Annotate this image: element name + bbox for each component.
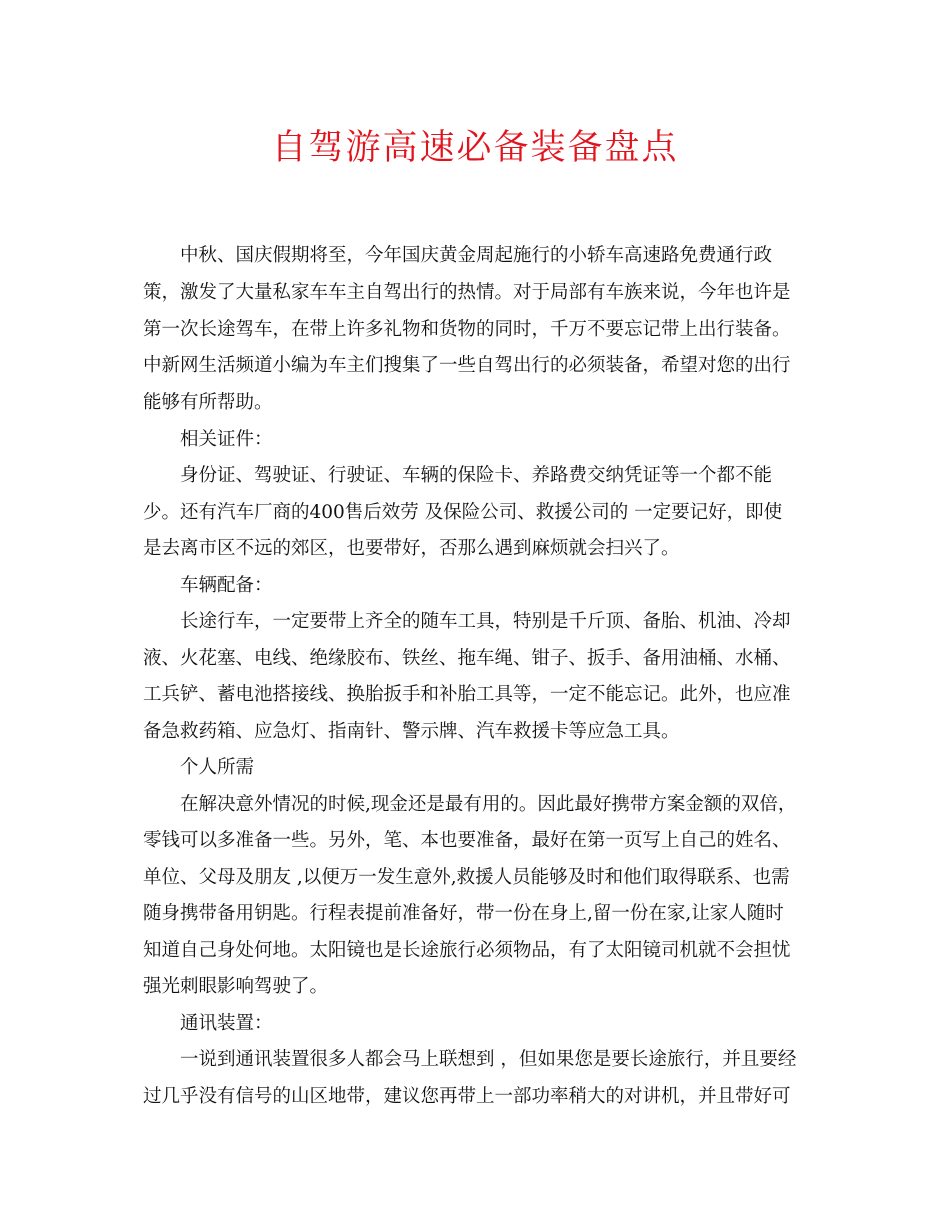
paragraph-line: 强光刺眼影响驾驶了。 bbox=[143, 976, 329, 997]
paragraph-line: 在解决意外情况的时候,现金还是最有用的。因此最好携带方案金额的双倍， bbox=[180, 794, 797, 815]
section-heading: 车辆配备： bbox=[180, 575, 273, 596]
section-heading: 个人所需 bbox=[180, 757, 255, 778]
paragraph-line: 备急救药箱、应急灯、指南针、警示牌、汽车救援卡等应急工具。 bbox=[143, 721, 680, 742]
paragraph-line: 工兵铲、蓄电池搭接线、换胎扳手和补胎工具等，一定不能忘记。此外，也应准 bbox=[143, 684, 791, 705]
paragraph-line: 一说到通讯装置很多人都会马上联想到 ，但如果您是要长途旅行，并且要经 bbox=[180, 1049, 797, 1070]
paragraph-line: 知道自己身处何地。太阳镜也是长途旅行必须物品，有了太阳镜司机就不会担忧 bbox=[143, 940, 791, 961]
paragraph-line: 随身携带备用钥匙。行程表提前准备好，带一份在身上,留一份在家,让家人随时 bbox=[143, 903, 784, 924]
section-heading: 通讯装置： bbox=[180, 1013, 273, 1034]
paragraph-line: 长途行车，一定要带上齐全的随车工具，特别是千斤顶、备胎、机油、冷却 bbox=[180, 611, 791, 632]
paragraph-line: 零钱可以多准备一些。另外，笔、本也要准备，最好在第一页写上自己的姓名、 bbox=[143, 830, 791, 851]
paragraph-line: 单位、父母及朋友 ,以便万一发生意外,救援人员能够及时和他们取得联系、也需 bbox=[143, 867, 790, 888]
paragraph-line: 中新网生活频道小编为车主们搜集了一些自驾出行的必须装备，希望对您的出行 bbox=[143, 355, 791, 376]
paragraph-line: 能够有所帮助。 bbox=[143, 392, 273, 413]
paragraph-line: 策，激发了大量私家车车主自驾出行的热情。对于局部有车族来说，今年也许是 bbox=[143, 282, 791, 303]
paragraph-line: 过几乎没有信号的山区地带，建议您再带上一部功率稍大的对讲机，并且带好可 bbox=[143, 1086, 791, 1107]
paragraph-line: 身份证、驾驶证、行驶证、车辆的保险卡、养路费交纳凭证等一个都不能 bbox=[180, 465, 773, 486]
section-heading: 相关证件： bbox=[180, 429, 273, 450]
document-title: 自驾游高速必备装备盘点 bbox=[271, 128, 679, 168]
paragraph-line: 少。还有汽车厂商的400售后效劳 及保险公司、救援公司的 一定要记好，即使 bbox=[143, 502, 783, 523]
paragraph-line: 液、火花塞、电线、绝缘胶布、铁丝、拖车绳、钳子、扳手、备用油桶、水桶、 bbox=[143, 648, 791, 669]
paragraph-line: 第一次长途驾车，在带上许多礼物和货物的同时，千万不要忘记带上出行装备。 bbox=[143, 319, 791, 340]
paragraph-line: 是去离市区不远的郊区，也要带好，否那么遇到麻烦就会扫兴了。 bbox=[143, 538, 680, 559]
paragraph-line: 中秋、国庆假期将至，今年国庆黄金周起施行的小轿车高速路免费通行政 bbox=[180, 245, 773, 266]
